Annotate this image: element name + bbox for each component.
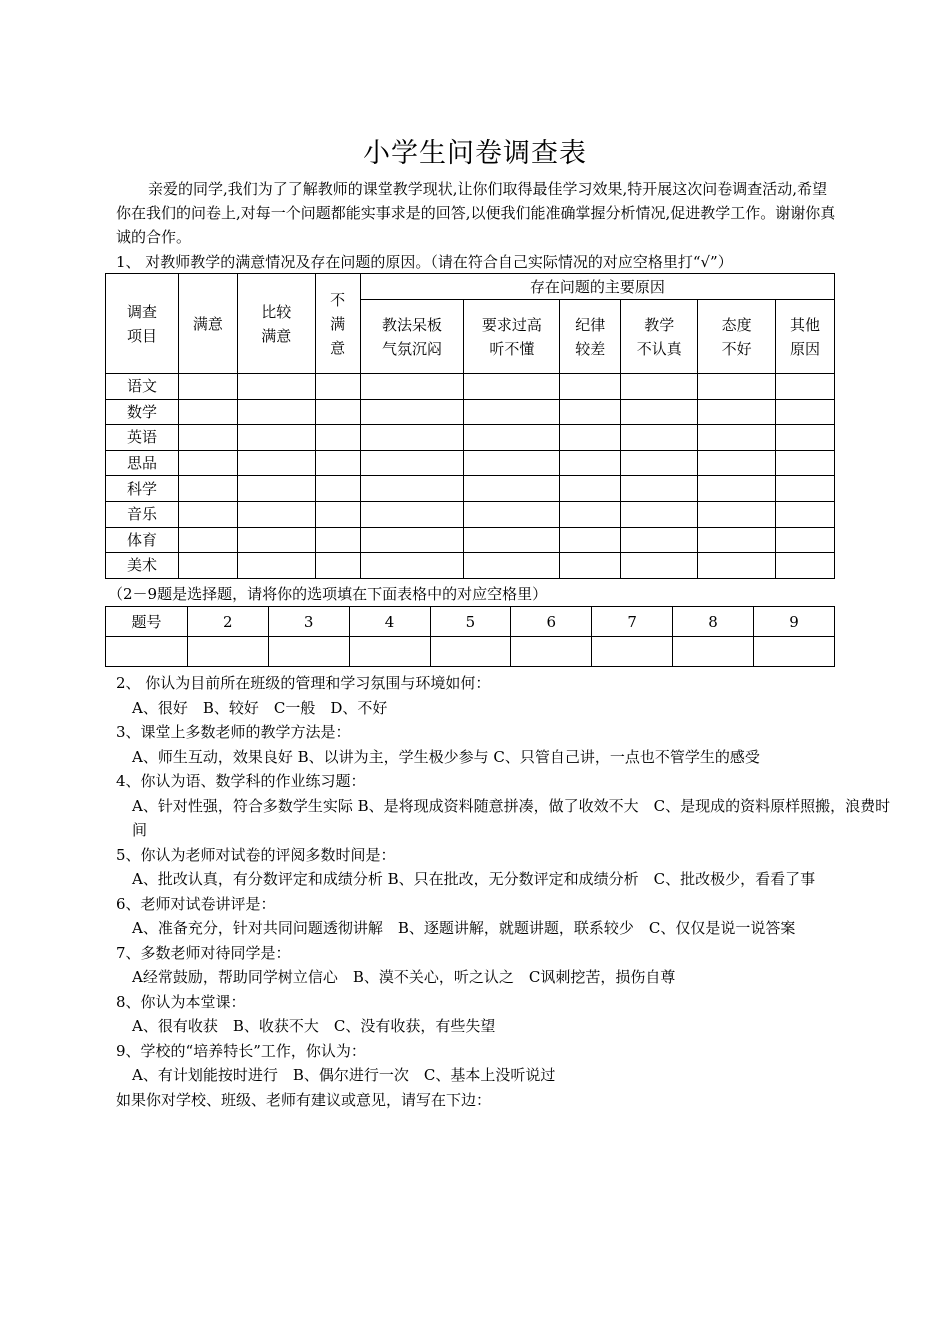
check-cell[interactable] (178, 399, 237, 425)
check-cell[interactable] (178, 501, 237, 527)
answer-cell-blank (106, 637, 188, 667)
check-cell[interactable] (178, 425, 237, 451)
check-cell[interactable] (560, 476, 621, 502)
check-cell[interactable] (776, 476, 835, 502)
check-cell[interactable] (237, 399, 315, 425)
check-cell[interactable] (560, 501, 621, 527)
check-cell[interactable] (237, 553, 315, 579)
question-options: A、批改认真，有分数评定和成绩分析 B、只在批改，无分数评定和成绩分析 C、批改极少，看看了事 (132, 870, 816, 888)
question-text: 9、学校的“培养特长”工作，你认为： (116, 1041, 366, 1060)
question-number: 5 (430, 607, 511, 637)
answer-cell[interactable] (754, 637, 835, 667)
subject-label: 科学 (106, 476, 179, 502)
table-row (106, 553, 835, 579)
check-cell[interactable] (464, 527, 560, 553)
check-cell[interactable] (360, 476, 464, 502)
header-reason: 要求过高 听不懂 (464, 300, 560, 374)
check-cell[interactable] (315, 425, 360, 451)
question-options: A、针对性强，符合多数学生实际 B、是将现成资料随意拼凑，做了收效不大 C、是现成的资料原样照搬，浪费时间 (132, 796, 891, 839)
check-cell[interactable] (315, 450, 360, 476)
check-cell[interactable] (560, 450, 621, 476)
check-cell[interactable] (237, 476, 315, 502)
question-number: 7 (592, 607, 673, 637)
choice-note: （2－9题是选择题，请将你的选项填在下面表格中的对应空格里） (108, 585, 548, 603)
question-options: A、很好 B、较好 C一般 D、不好 (132, 698, 388, 717)
header-reasons: 存在问题的主要原因 (360, 274, 834, 300)
table-row (106, 501, 835, 527)
check-cell[interactable] (464, 425, 560, 451)
question-options: A、师生互动，效果良好 B、以讲为主，学生极少参与 C、只管自己讲，一点也不管学生的感受 (132, 747, 760, 766)
check-cell[interactable] (237, 425, 315, 451)
questions-section (116, 671, 896, 1112)
header-fairly-satisfied: 比较 满意 (237, 274, 315, 374)
check-cell[interactable] (621, 374, 698, 400)
header-reason: 其他 原因 (776, 300, 835, 374)
question-text: 4、你认为语、数学科的作业练习题： (116, 772, 366, 790)
check-cell[interactable] (178, 450, 237, 476)
check-cell[interactable] (698, 399, 776, 425)
answer-table (105, 606, 835, 667)
question-text: 6、老师对试卷讲评是： (116, 894, 276, 913)
subject-label: 英语 (106, 425, 179, 451)
answer-label: 题号 (106, 607, 188, 637)
question-options: A经常鼓励，帮助同学树立信心 B、漠不关心，听之认之 C讽刺挖苦，损伤自尊 (132, 968, 676, 986)
check-cell[interactable] (560, 399, 621, 425)
check-cell[interactable] (621, 527, 698, 553)
answer-cell[interactable] (268, 637, 349, 667)
check-cell[interactable] (621, 425, 698, 451)
check-cell[interactable] (178, 374, 237, 400)
check-cell[interactable] (698, 476, 776, 502)
question-1: 1、 对教师教学的满意情况及存在问题的原因。（请在符合自己实际情况的对应空格里打“√”） (116, 253, 733, 271)
table-row (106, 450, 835, 476)
check-cell[interactable] (360, 374, 464, 400)
check-cell[interactable] (776, 399, 835, 425)
subject-label: 思品 (106, 450, 179, 476)
question-number: 9 (754, 607, 835, 637)
subject-label: 体育 (106, 527, 179, 553)
question-options: A、准备充分，针对共同问题透彻讲解 B、逐题讲解，就题讲题，联系较少 C、仅仅是说一说答案 (132, 919, 796, 937)
check-cell[interactable] (560, 374, 621, 400)
header-satisfied: 满意 (178, 274, 237, 374)
page-title: 小学生问卷调查表 (363, 138, 587, 169)
check-cell[interactable] (315, 476, 360, 502)
check-cell[interactable] (315, 553, 360, 579)
question-text: 8、你认为本堂课： (116, 992, 246, 1011)
check-cell[interactable] (560, 553, 621, 579)
subject-label: 数学 (106, 399, 179, 425)
check-cell[interactable] (621, 501, 698, 527)
question-number: 6 (511, 607, 592, 637)
check-cell[interactable] (360, 501, 464, 527)
closing-text: 如果你对学校、班级、老师有建议或意见，请写在下边： (116, 1090, 492, 1109)
table-row (106, 399, 835, 425)
question-text: 7、多数老师对待同学是： (116, 943, 291, 962)
check-cell[interactable] (464, 450, 560, 476)
question-text: 2、 你认为目前所在班级的管理和学习氛围与环境如何： (116, 674, 491, 692)
question-number: 3 (268, 607, 349, 637)
check-cell[interactable] (698, 553, 776, 579)
intro-paragraph: 亲爱的同学,我们为了了解教师的课堂教学现状,让你们取得最佳学习效果,特开展这次问卷调查活动,希望你在我们的问卷上,对每一个问题都能实事求是的回答,以便我们能准确掌握分析情况,促进教学工作。谢谢你真诚的合作。 (116, 180, 836, 246)
check-cell[interactable] (464, 374, 560, 400)
check-cell[interactable] (776, 553, 835, 579)
header-reason: 纪律 较差 (560, 300, 621, 374)
check-cell[interactable] (360, 527, 464, 553)
check-cell[interactable] (360, 450, 464, 476)
check-cell[interactable] (560, 425, 621, 451)
check-cell[interactable] (698, 374, 776, 400)
subject-label: 美术 (106, 553, 179, 579)
table-row (106, 374, 835, 400)
check-cell[interactable] (776, 450, 835, 476)
check-cell[interactable] (315, 527, 360, 553)
question-number: 8 (673, 607, 754, 637)
header-item: 调查 项目 (106, 274, 179, 374)
header-reason: 教法呆板 气氛沉闷 (360, 300, 464, 374)
check-cell[interactable] (698, 501, 776, 527)
check-cell[interactable] (315, 501, 360, 527)
question-options: A、有计划能按时进行 B、偶尔进行一次 C、基本上没听说过 (132, 1066, 556, 1084)
answer-cell[interactable] (511, 637, 592, 667)
check-cell[interactable] (315, 399, 360, 425)
header-reason: 态度 不好 (698, 300, 776, 374)
check-cell[interactable] (464, 501, 560, 527)
check-cell[interactable] (698, 527, 776, 553)
satisfaction-table (105, 273, 835, 579)
answer-cell[interactable] (430, 637, 511, 667)
table-row (106, 476, 835, 502)
header-reason: 教学 不认真 (621, 300, 698, 374)
check-cell[interactable] (776, 501, 835, 527)
check-cell[interactable] (237, 374, 315, 400)
check-cell[interactable] (178, 476, 237, 502)
check-cell[interactable] (621, 553, 698, 579)
subject-label: 语文 (106, 374, 179, 400)
subject-label: 音乐 (106, 501, 179, 527)
check-cell[interactable] (464, 399, 560, 425)
check-cell[interactable] (621, 450, 698, 476)
check-cell[interactable] (237, 501, 315, 527)
answer-cell[interactable] (349, 637, 430, 667)
check-cell[interactable] (237, 527, 315, 553)
check-cell[interactable] (360, 399, 464, 425)
header-not-satisfied: 不 满 意 (315, 274, 360, 374)
check-cell[interactable] (464, 553, 560, 579)
question-text: 5、你认为老师对试卷的评阅多数时间是： (116, 845, 396, 864)
question-number: 4 (349, 607, 430, 637)
check-cell[interactable] (560, 527, 621, 553)
check-cell[interactable] (315, 374, 360, 400)
answer-cell[interactable] (673, 637, 754, 667)
check-cell[interactable] (776, 527, 835, 553)
check-cell[interactable] (237, 450, 315, 476)
check-cell[interactable] (178, 527, 237, 553)
check-cell[interactable] (698, 425, 776, 451)
question-number: 2 (187, 607, 268, 637)
answer-cell[interactable] (187, 637, 268, 667)
check-cell[interactable] (360, 553, 464, 579)
check-cell[interactable] (698, 450, 776, 476)
table-row (106, 425, 835, 451)
table-row (106, 527, 835, 553)
check-cell[interactable] (621, 399, 698, 425)
check-cell[interactable] (178, 553, 237, 579)
check-cell[interactable] (360, 425, 464, 451)
check-cell[interactable] (776, 374, 835, 400)
answer-cell[interactable] (592, 637, 673, 667)
check-cell[interactable] (776, 425, 835, 451)
check-cell[interactable] (464, 476, 560, 502)
question-options: A、很有收获 B、收获不大 C、没有收获，有些失望 (132, 1017, 496, 1035)
check-cell[interactable] (621, 476, 698, 502)
question-text: 3、课堂上多数老师的教学方法是： (116, 723, 351, 741)
